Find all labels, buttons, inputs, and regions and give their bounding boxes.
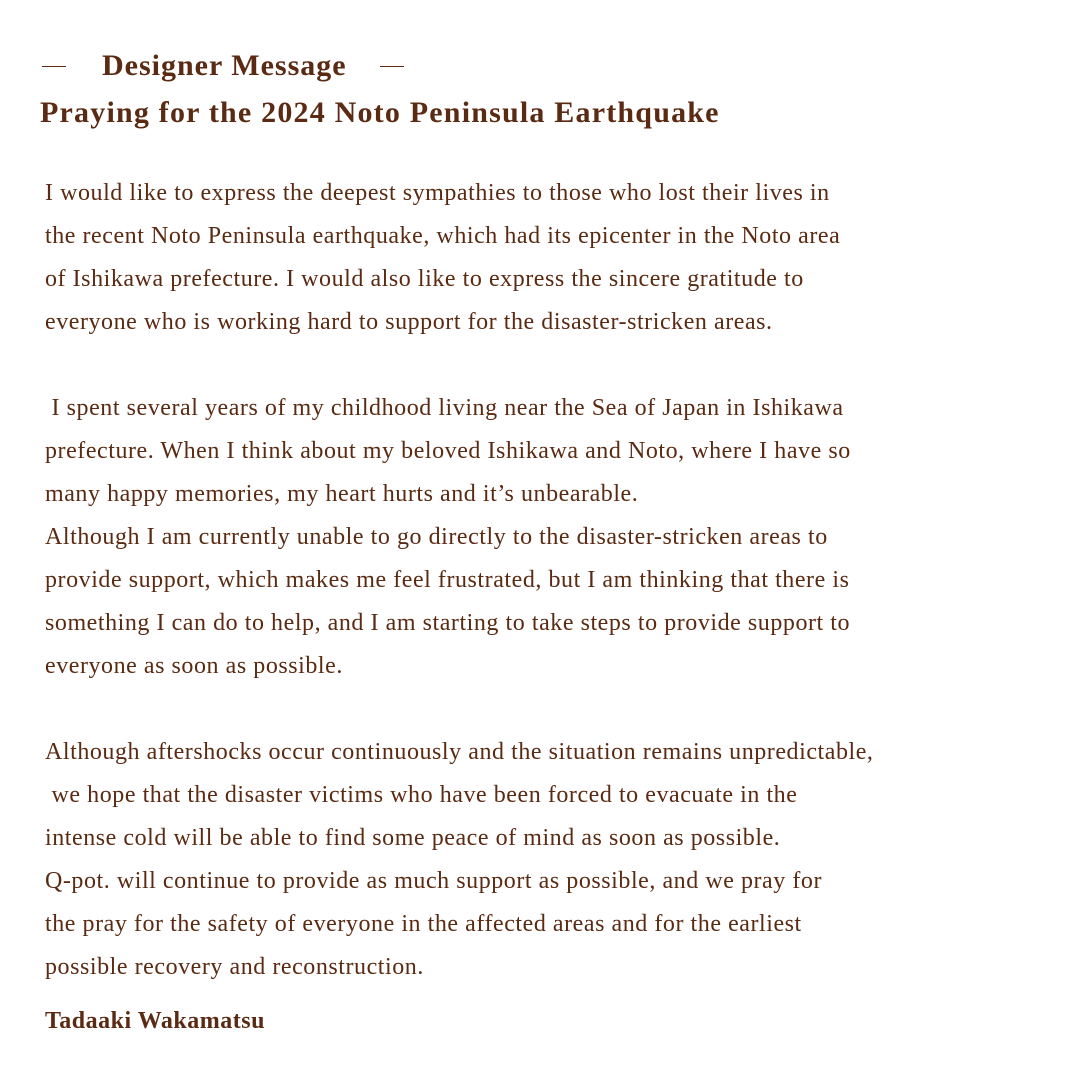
paragraph-spacer: [45, 344, 1055, 387]
text-line: many happy memories, my heart hurts and it’s unbearable.: [45, 481, 639, 507]
text-line: provide support, which makes me feel frustrated, but I am thinking that there is: [45, 567, 850, 593]
paragraph-3: [45, 731, 1055, 989]
text-line: everyone as soon as possible.: [45, 653, 343, 679]
text-line: everyone who is working hard to support for the disaster-stricken areas.: [45, 309, 773, 335]
text-line: something I can do to help, and I am starting to take steps to provide support to: [45, 610, 851, 636]
section-header: [42, 44, 404, 88]
text-line: Although I am currently unable to go directly to the disaster-stricken areas to: [45, 524, 828, 550]
signature: Tadaaki Wakamatsu: [45, 1008, 265, 1034]
text-line: possible recovery and reconstruction.: [45, 954, 424, 980]
section-label: Designer Message: [102, 49, 347, 82]
text-line: I spent several years of my childhood living near the Sea of Japan in Ishikawa: [45, 395, 844, 421]
text-line: Although aftershocks occur continuously and the situation remains unpredictable,: [45, 739, 874, 765]
text-line: prefecture. When I think about my beloved Ishikawa and Noto, where I have so: [45, 438, 851, 464]
text-line: the pray for the safety of everyone in the affected areas and for the earliest: [45, 911, 802, 937]
text-line: I would like to express the deepest sympathies to those who lost their lives in: [45, 180, 830, 206]
paragraph-1: [45, 172, 1055, 344]
text-line: Q-pot. will continue to provide as much support as possible, and we pray for: [45, 868, 822, 894]
message-body: [45, 172, 1055, 989]
paragraph-2: [45, 387, 1055, 688]
text-line: the recent Noto Peninsula earthquake, which had its epicenter in the Noto area: [45, 223, 841, 249]
text-line: we hope that the disaster victims who have been forced to evacuate in the: [45, 782, 798, 808]
paragraph-spacer: [45, 688, 1055, 731]
page-title: Praying for the 2024 Noto Peninsula Earthquake: [40, 96, 720, 129]
text-line: of Ishikawa prefecture. I would also like to express the sincere gratitude to: [45, 266, 804, 292]
dash-left-decoration: [42, 66, 66, 67]
text-line: intense cold will be able to find some peace of mind as soon as possible.: [45, 825, 781, 851]
dash-right-decoration: [380, 66, 404, 67]
